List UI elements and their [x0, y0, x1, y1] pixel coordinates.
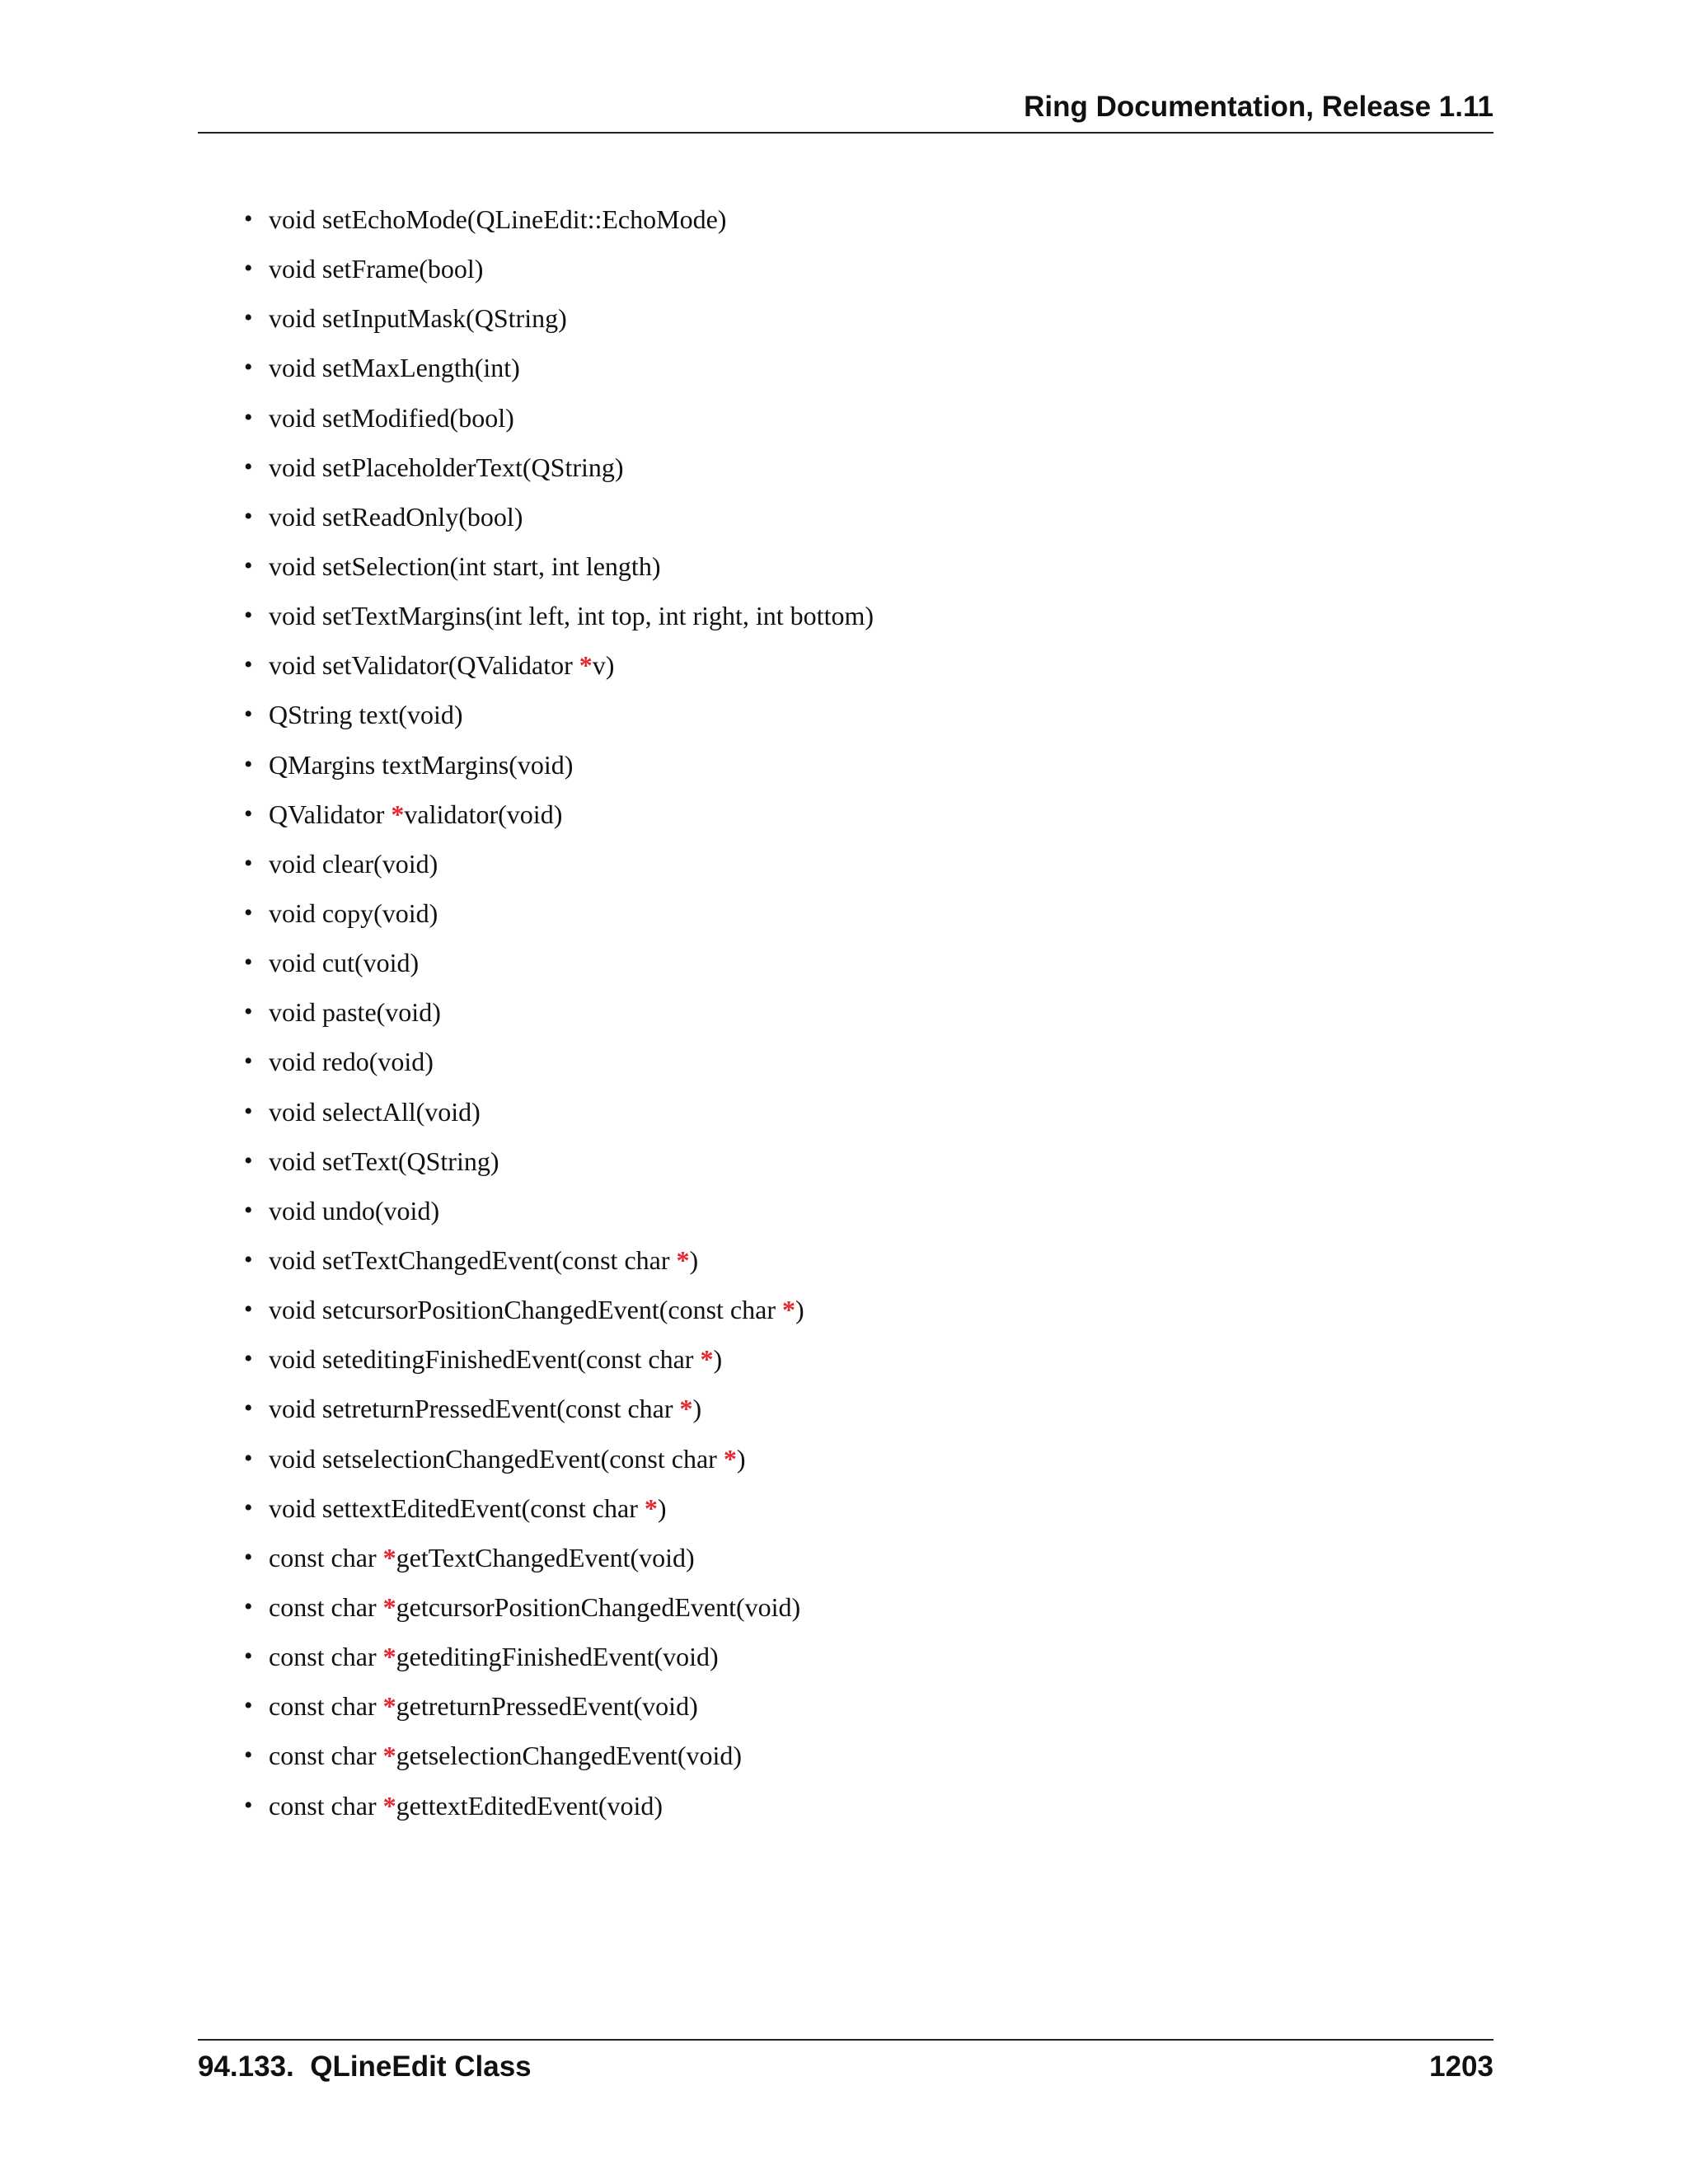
method-list-item: [244, 343, 874, 392]
method-text-suffix: ): [692, 1394, 702, 1424]
method-text: void clear(void): [269, 848, 438, 879]
method-text-suffix: ): [657, 1493, 667, 1523]
method-list-item: [244, 740, 874, 790]
bullet-icon: •: [244, 1296, 253, 1324]
method-text-suffix: geteditingFinishedEvent(void): [396, 1642, 719, 1672]
bullet-icon: •: [244, 502, 253, 530]
method-text: const char: [269, 1691, 383, 1722]
bullet-icon: •: [244, 1146, 253, 1174]
method-text-suffix: ): [736, 1443, 746, 1474]
bullet-icon: •: [244, 1047, 253, 1076]
method-list-item: [244, 1037, 874, 1086]
pointer-asterisk: *: [679, 1394, 693, 1424]
method-text-suffix: validator(void): [404, 799, 563, 829]
method-list-item: [244, 1582, 874, 1632]
method-list-item: [244, 888, 874, 938]
pointer-asterisk: *: [382, 1591, 396, 1622]
method-list-item: [244, 393, 874, 443]
method-text: QMargins textMargins(void): [269, 749, 574, 780]
method-list-item: [244, 640, 874, 690]
method-text: void setModified(bool): [269, 402, 514, 433]
method-text: void setEchoMode(QLineEdit::EchoMode): [269, 204, 727, 234]
method-list-item: [244, 1235, 874, 1285]
method-list-item: [244, 839, 874, 888]
bullet-icon: •: [244, 750, 253, 778]
method-list-item: [244, 244, 874, 293]
method-text-suffix: ): [689, 1244, 699, 1275]
bullet-icon: •: [244, 255, 253, 283]
pointer-asterisk: *: [781, 1295, 795, 1325]
bullet-icon: •: [244, 1097, 253, 1125]
method-list-item: [244, 443, 874, 492]
method-text-suffix: ): [713, 1344, 723, 1375]
method-list-item: [244, 1137, 874, 1186]
pointer-asterisk: *: [382, 1642, 396, 1672]
method-text-suffix: getTextChangedEvent(void): [396, 1542, 695, 1572]
method-list-item: [244, 1087, 874, 1137]
method-list-item: [244, 541, 874, 591]
method-text: void setTextMargins(int left, int top, int right, int bottom): [269, 601, 874, 631]
method-text: void setPlaceholderText(QString): [269, 452, 624, 482]
pointer-asterisk: *: [382, 1790, 396, 1821]
bullet-icon: •: [244, 1791, 253, 1819]
method-text: const char: [269, 1642, 383, 1672]
bullet-icon: •: [244, 1196, 253, 1224]
method-list-item: [244, 1334, 874, 1384]
method-text: void setcursorPositionChangedEvent(const char: [269, 1295, 782, 1325]
method-text-suffix: getreturnPressedEvent(void): [396, 1691, 698, 1722]
bullet-icon: •: [244, 602, 253, 630]
method-text-suffix: gettextEditedEvent(void): [396, 1790, 663, 1821]
bullet-icon: •: [244, 304, 253, 332]
method-text-suffix: getcursorPositionChangedEvent(void): [396, 1591, 801, 1622]
bullet-icon: •: [244, 354, 253, 382]
method-text: void settextEditedEvent(const char: [269, 1493, 645, 1523]
bullet-icon: •: [244, 1444, 253, 1472]
method-list-item: [244, 938, 874, 987]
method-list-item: [244, 1681, 874, 1731]
bullet-icon: •: [244, 949, 253, 977]
method-list-item: [244, 194, 874, 244]
method-list-item: [244, 1186, 874, 1235]
method-list-item: [244, 1483, 874, 1533]
method-text: QString text(void): [269, 700, 463, 730]
bullet-icon: •: [244, 1394, 253, 1422]
pointer-asterisk: *: [382, 1741, 396, 1771]
method-text: void setValidator(QValidator: [269, 650, 579, 681]
bullet-icon: •: [244, 1245, 253, 1273]
method-list-item: [244, 790, 874, 839]
pointer-asterisk: *: [579, 650, 593, 681]
bullet-icon: •: [244, 403, 253, 431]
method-text: void setTextChangedEvent(const char: [269, 1244, 677, 1275]
method-list-item: [244, 1632, 874, 1681]
bullet-icon: •: [244, 1741, 253, 1769]
method-text: void setFrame(bool): [269, 254, 484, 284]
method-text: void redo(void): [269, 1047, 434, 1077]
method-text: void setText(QString): [269, 1146, 499, 1176]
method-list-item: [244, 1384, 874, 1433]
bullet-icon: •: [244, 1692, 253, 1720]
bullet-icon: •: [244, 701, 253, 729]
method-list-item: [244, 690, 874, 739]
method-text: void setReadOnly(bool): [269, 501, 523, 532]
page-footer: [198, 2039, 1493, 2090]
method-list-item: [244, 293, 874, 343]
pointer-asterisk: *: [676, 1244, 690, 1275]
pointer-asterisk: *: [382, 1542, 396, 1572]
bullet-icon: •: [244, 998, 253, 1026]
method-text: void cut(void): [269, 948, 420, 978]
bullet-icon: •: [244, 651, 253, 679]
document-title: Ring Documentation, Release 1.11: [1024, 91, 1493, 123]
method-text-suffix: v): [592, 650, 615, 681]
method-text: void setInputMask(QString): [269, 303, 567, 334]
bullet-icon: •: [244, 1345, 253, 1373]
bullet-icon: •: [244, 205, 253, 232]
method-list-item: [244, 1781, 874, 1830]
method-text: void seteditingFinishedEvent(const char: [269, 1344, 701, 1375]
method-text-suffix: getselectionChangedEvent(void): [396, 1741, 743, 1771]
method-list-item: [244, 1533, 874, 1582]
method-text: void copy(void): [269, 898, 438, 928]
bullet-icon: •: [244, 799, 253, 827]
method-text: QValidator: [269, 799, 392, 829]
pointer-asterisk: *: [700, 1344, 714, 1375]
pointer-asterisk: *: [644, 1493, 658, 1523]
bullet-icon: •: [244, 849, 253, 877]
method-list-item: [244, 591, 874, 640]
section-title: 94.133. QLineEdit Class: [198, 2050, 532, 2083]
pointer-asterisk: *: [391, 799, 405, 829]
method-text: void paste(void): [269, 997, 441, 1028]
method-text: void selectAll(void): [269, 1096, 481, 1127]
method-list-item: [244, 1285, 874, 1334]
method-text: void setreturnPressedEvent(const char: [269, 1394, 680, 1424]
method-list-item: [244, 1434, 874, 1483]
method-text: const char: [269, 1542, 383, 1572]
method-text: const char: [269, 1790, 383, 1821]
method-list-item: [244, 987, 874, 1037]
method-list-item: [244, 492, 874, 541]
method-text: void setSelection(int start, int length): [269, 551, 661, 581]
bullet-icon: •: [244, 1543, 253, 1571]
bullet-icon: •: [244, 1592, 253, 1620]
bullet-icon: •: [244, 452, 253, 480]
bullet-icon: •: [244, 1493, 253, 1521]
method-text: void setselectionChangedEvent(const char: [269, 1443, 724, 1474]
method-text: void undo(void): [269, 1195, 440, 1226]
bullet-icon: •: [244, 1643, 253, 1671]
method-list: [244, 194, 874, 1830]
method-text: void setMaxLength(int): [269, 353, 520, 383]
method-text-suffix: ): [795, 1295, 804, 1325]
bullet-icon: •: [244, 551, 253, 579]
method-list-item: [244, 1731, 874, 1780]
pointer-asterisk: *: [723, 1443, 737, 1474]
method-text: const char: [269, 1741, 383, 1771]
method-text: const char: [269, 1591, 383, 1622]
bullet-icon: •: [244, 898, 253, 926]
pointer-asterisk: *: [382, 1691, 396, 1722]
page-number: 1203: [1429, 2050, 1493, 2083]
page-header: [198, 91, 1493, 134]
